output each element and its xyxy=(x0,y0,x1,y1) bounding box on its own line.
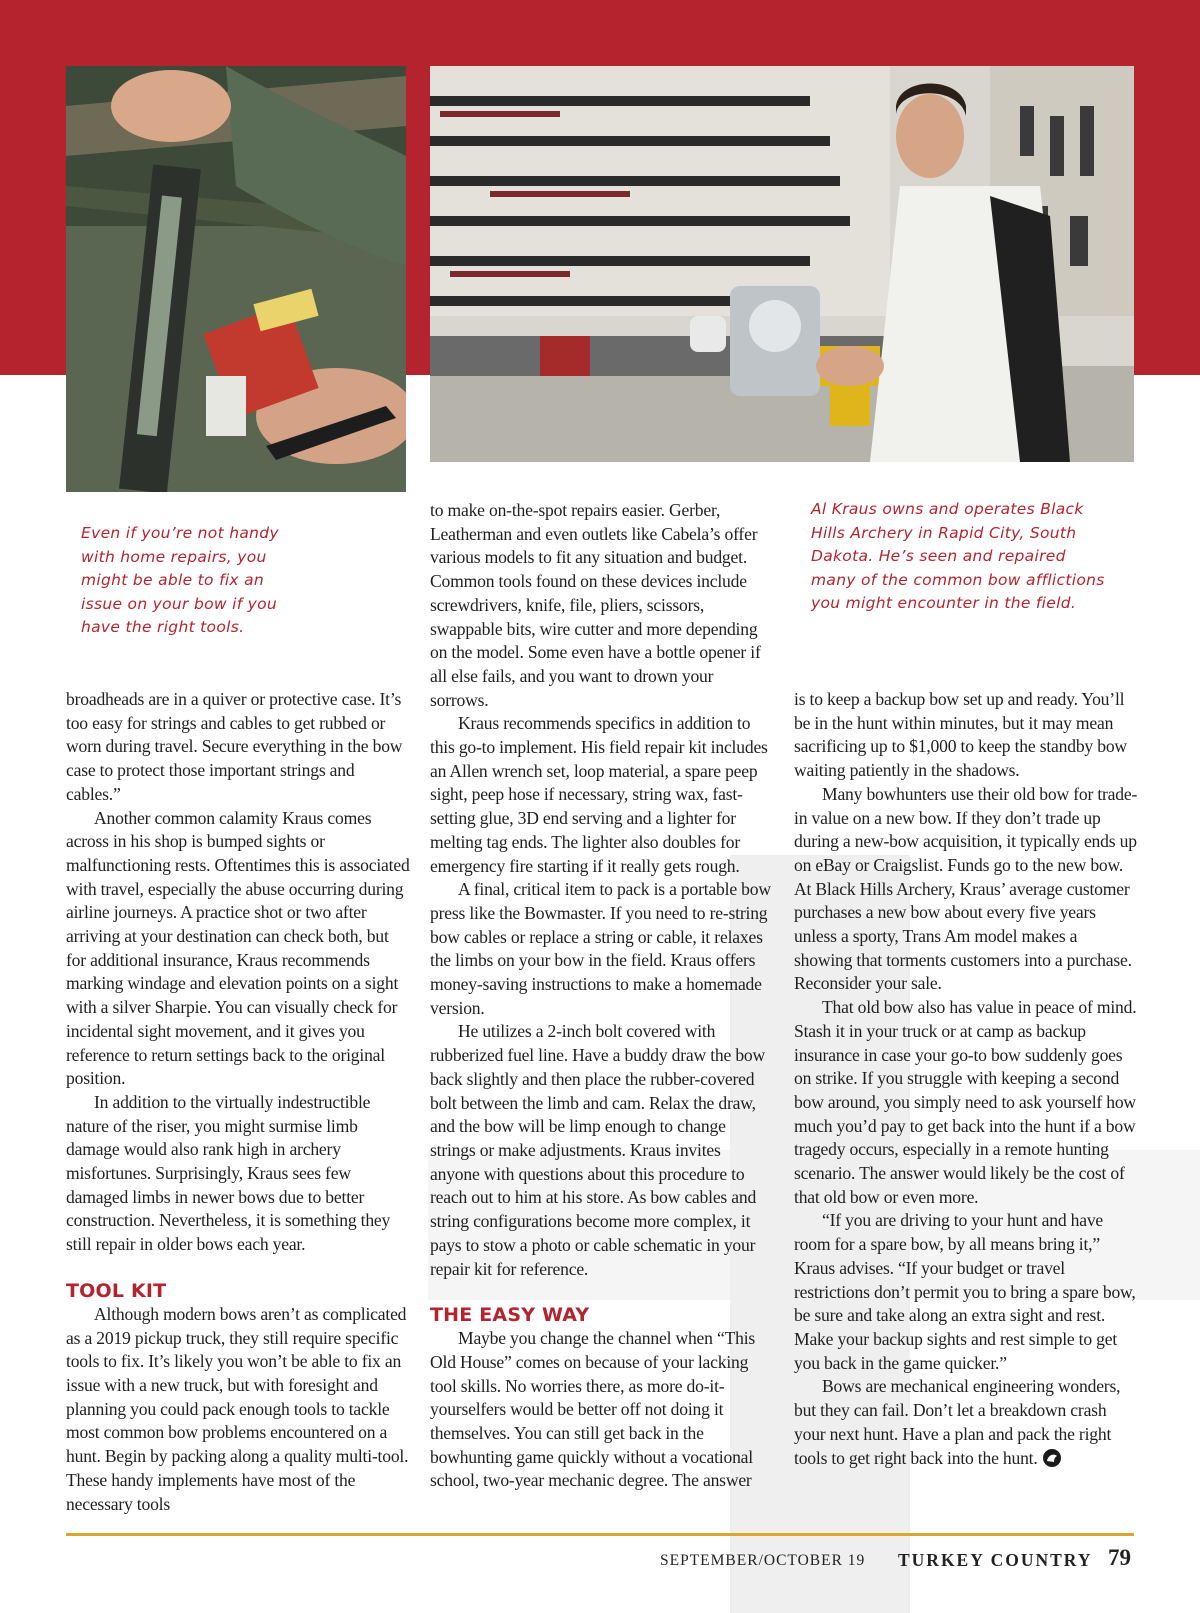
section-heading-the-easy-way: THE EASY WAY xyxy=(430,1304,590,1327)
paragraph: Kraus recommends specifics in addition to this go-to implement. His field repair kit includes an Allen wrench set, loop material, a spare peep sight, peep hose if necessary, string wax, fast-setting glue, 3D end serving and a lighter for melting tag ends. The lighter also doubles for emergency fire starting if it really gets rough. xyxy=(430,713,768,876)
caption-right: Al Kraus owns and operates Black Hills Archery in Rapid City, South Dakota. He’s seen and repaired many of the common bow afflictions you might encounter in the field. xyxy=(811,500,1105,613)
paragraph: He utilizes a 2-inch bolt covered with rubberized fuel line. Have a buddy draw the bow back slightly and then place the rubber-covered bolt between the limb and cam. Relax the draw, and the bow will be limp enough to change strings or make adjustments. Kraus invites anyone with questions about this procedure to reach out to him at his store. As bow cables and string configurations become more complex, it pays to stow a photo or cable schematic in your repair kit for reference. xyxy=(430,1021,766,1279)
footer-issue-date: SEPTEMBER/OCTOBER 19 xyxy=(660,1552,866,1569)
paragraph: That old bow also has value in peace of mind. Stash it in your truck or at camp as backup insurance in case your go-to bow suddenly goes on strike. If you struggle with keeping a second bow around, you simply need to ask yourself how much you’d pay to get back into the hunt if a bow tragedy occurs, especially in a remote hunting scenario. The answer would likely be the cost of that old bow or even more. xyxy=(794,997,1137,1207)
page-number: 79 xyxy=(1108,1545,1131,1570)
final-text: Bows are mechanical engineering wonders, but they can fail. Don’t let a breakdown crash your next hunt. Have a plan and pack the right tools to get right back into the hunt. xyxy=(794,1376,1121,1468)
paragraph: In addition to the virtually indestructible nature of the riser, you might surmise limb damage would also rank high in archery misfortunes. Surprisingly, Kraus sees few damaged limbs in newer bows due to better construction. Nevertheless, it is something they still repair in older bows each year. xyxy=(66,1091,391,1255)
article-column-3 xyxy=(794,688,1138,1470)
paragraph-final xyxy=(794,1375,1138,1470)
article-column-2 xyxy=(430,499,774,1493)
photo-multitool-repair xyxy=(66,66,406,492)
paragraph: A final, critical item to pack is a portable bow press like the Bowmaster. If you need to re-string bow cables or replace a string or cable, it relaxes the limbs on your bow in the field. Kraus offers money-saving instructions to make a homemade version. xyxy=(430,879,771,1018)
paragraph: Maybe you change the channel when “This Old House” comes on because of your lacking tool skills. No worries there, as more do-it-yourselfers would be better off not doing it themselves. You can still get back in the bowhunting game quickly without a vocational school, two-year mechanic degree. The answer xyxy=(430,1328,756,1491)
footer-rule xyxy=(66,1533,1134,1536)
paragraph: Many bowhunters use their old bow for trade-in value on a new bow. If they don’t trade up during a new-bow acquisition, it typically ends up on eBay or Craigslist. Funds go to the new bow. At Black Hills Archery, Kraus’ average customer purchases a new bow about every five years unless a sporty, Trans Am model makes a showing that torments customers into a purchase. Reconsider your sale. xyxy=(794,783,1138,994)
section-heading-tool-kit: TOOL KIT xyxy=(66,1279,167,1302)
paragraph: Although modern bows aren’t as complicated as a 2019 pickup truck, they still require specific tools to fix. It’s likely you won’t be able to fix an issue with a new truck, but with foresight and planning you could pack enough tools to tackle most common bow problems encountered on a hunt. Begin by packing along a quality multi-tool. These handy implements have most of the necessary tools xyxy=(66,1303,409,1514)
paragraph: Another common calamity Kraus comes across in his shop is bumped sights or malfunctioning rests. Oftentimes this is associated with travel, especially the abuse occurring during airline journeys. A practice shot or two after arriving at your destination can check both, but for additional insurance, Kraus recommends marking windage and elevation points on a sight with a silver Sharpie. You can visually check for incidental sight movement, and it gives you reference to return settings back to the original position. xyxy=(66,807,410,1089)
paragraph: “If you are driving to your hunt and have room for a spare bow, by all means bring it,” Kraus advises. “If your budget or travel restrictions don’t permit you to bring a spare bow, be sure and take along an extra sight and rest. Make your backup sights and rest simple to get you back in the game quicker.” xyxy=(794,1210,1136,1373)
caption-left: Even if you’re not handy with home repairs, you might be able to fix an issue on your bow if you have the right tools. xyxy=(81,524,279,637)
turkey-endmark-icon xyxy=(1042,1448,1062,1468)
photo-archery-shop xyxy=(430,66,1134,462)
paragraph: is to keep a backup bow set up and ready. You’ll be in the hunt within minutes, but it may mean sacrificing up to $1,000 to keep the standby bow waiting patiently in the shadows. xyxy=(794,689,1127,781)
paragraph: to make on-the-spot repairs easier. Gerber, Leatherman and even outlets like Cabela’s offer various models to fit any situation and budget. Common tools found on these devices include screwdrivers, knife, file, pliers, scissors, swappable bits, wire cutter and more depending on the model. Some even have a bottle opener if all else fails, and you want to drown your sorrows. xyxy=(430,500,761,710)
article-column-1 xyxy=(66,688,410,1516)
paragraph: broadheads are in a quiver or protective case. It’s too easy for strings and cables to get rubbed or worn during travel. Secure everything in the bow case to protect those important strings and cables.” xyxy=(66,689,403,804)
footer-magazine-name: TURKEY COUNTRY xyxy=(898,1550,1093,1570)
